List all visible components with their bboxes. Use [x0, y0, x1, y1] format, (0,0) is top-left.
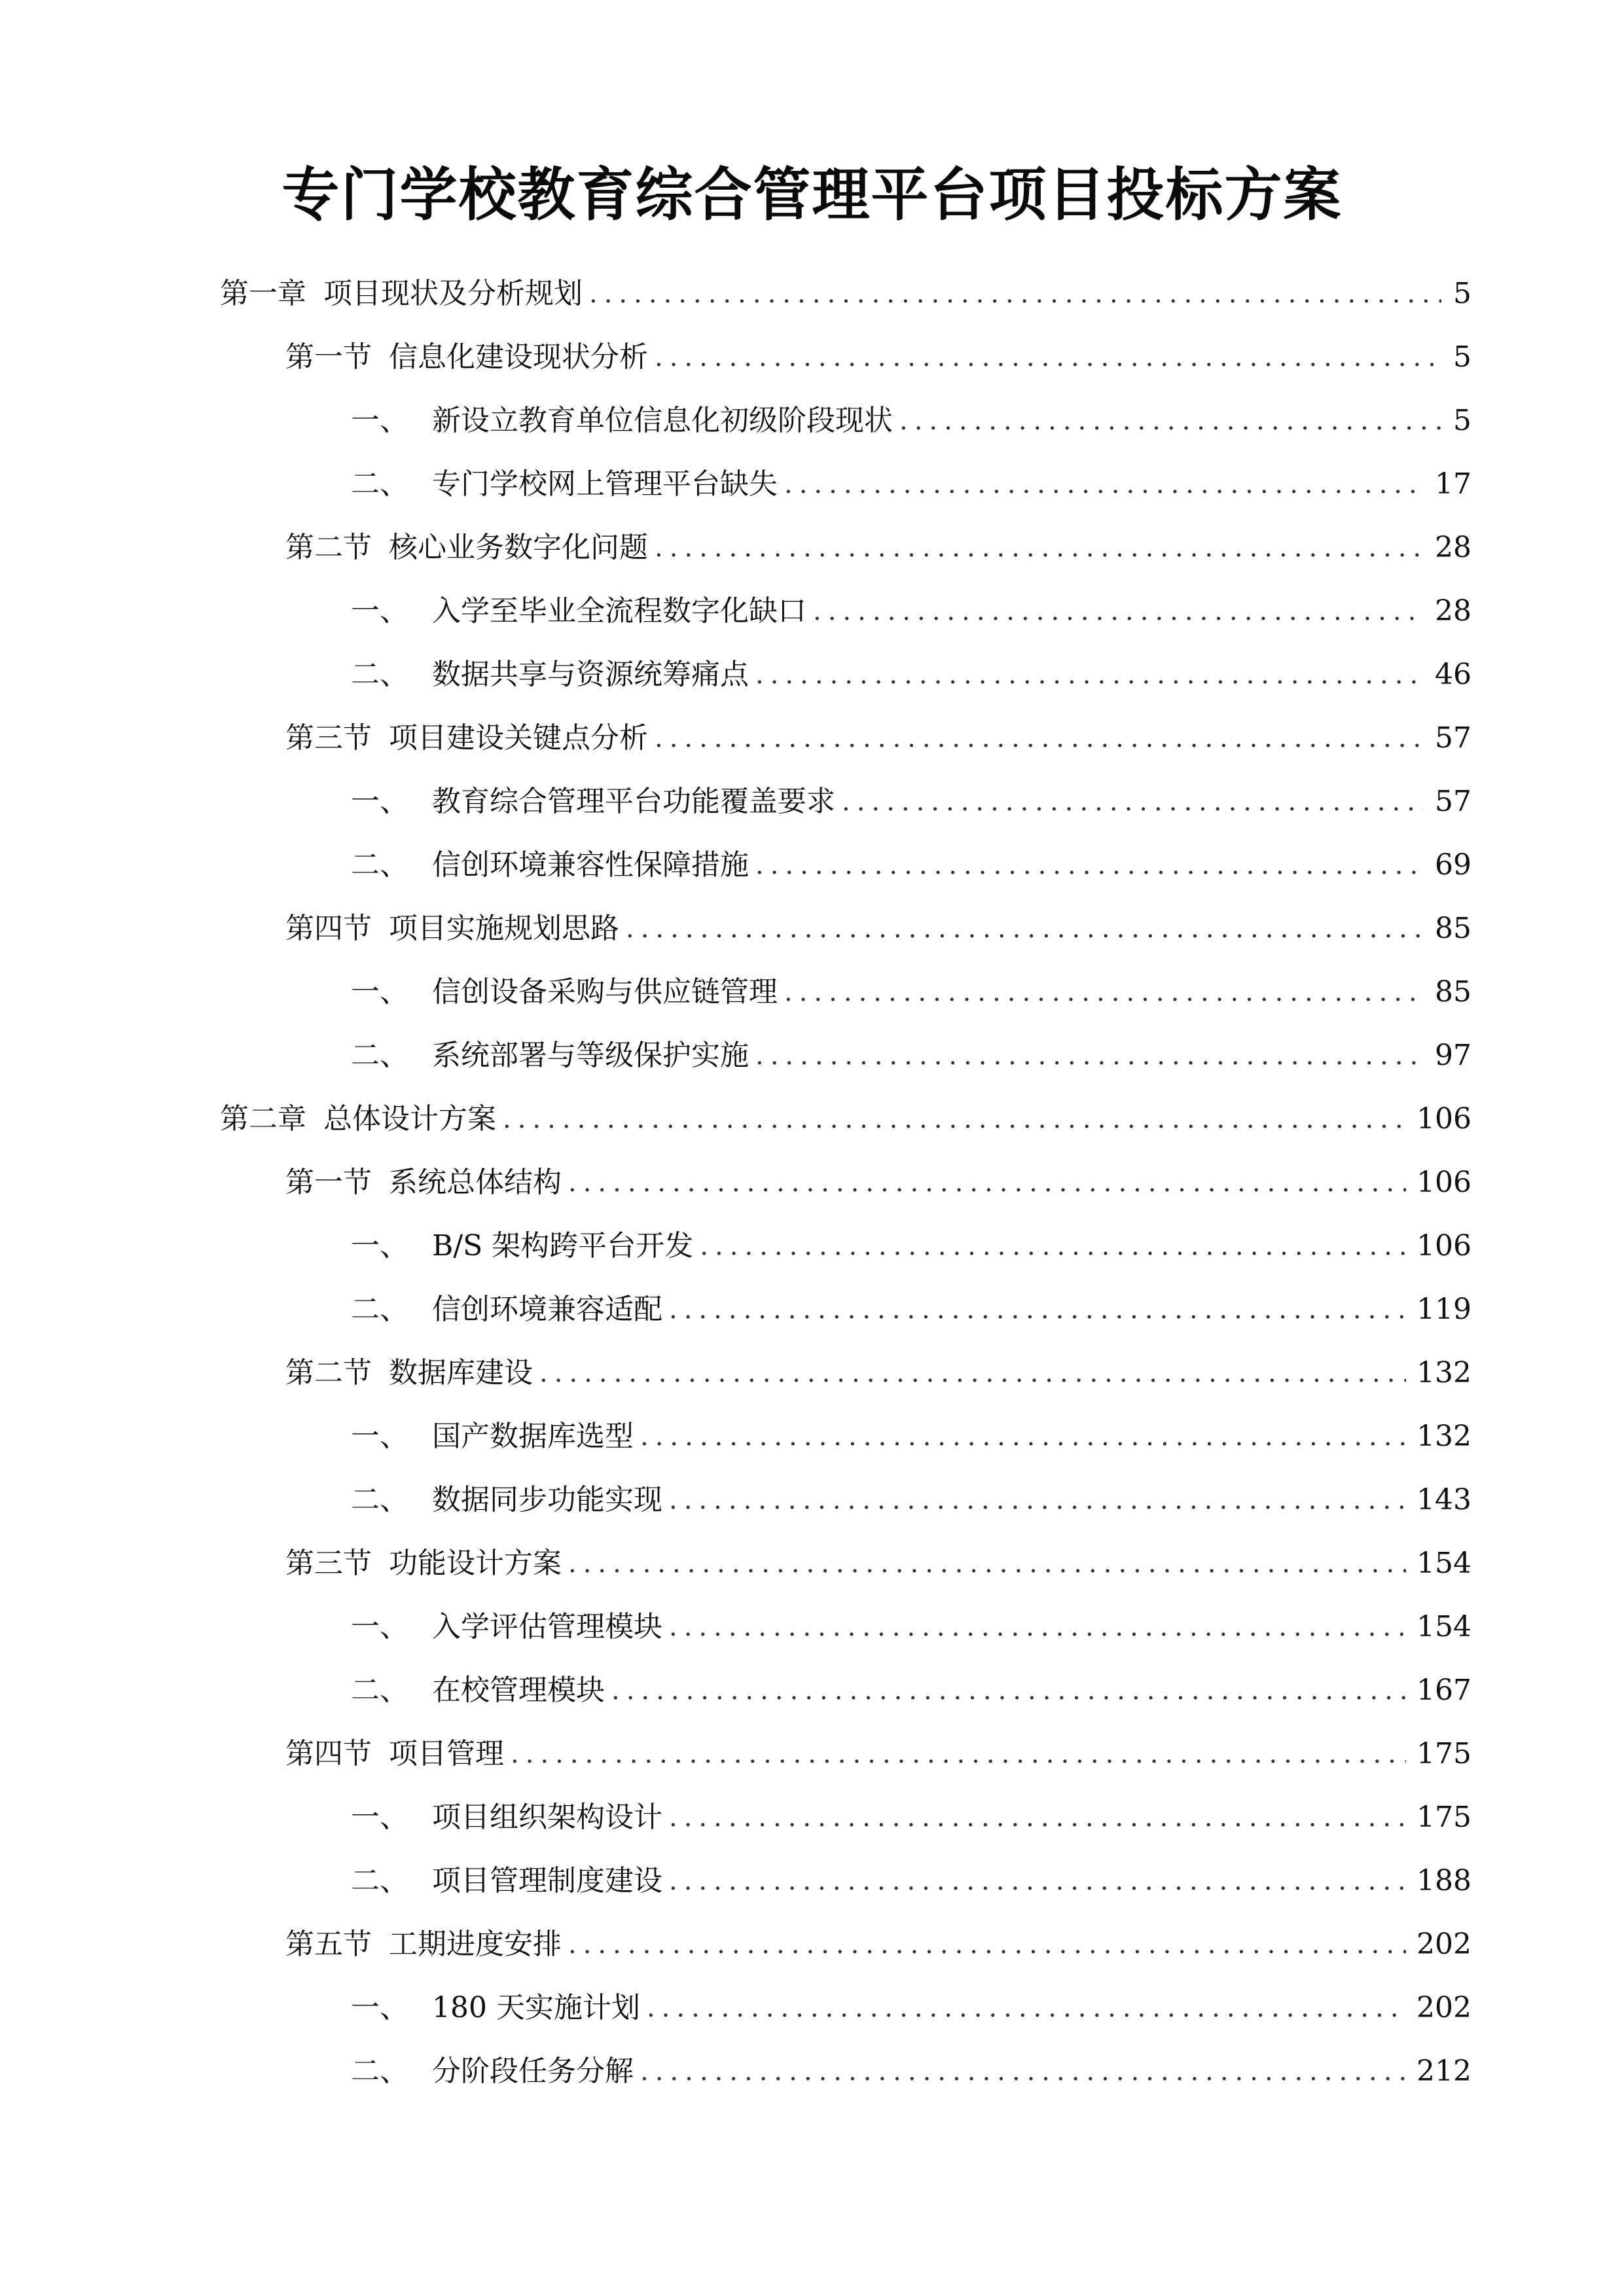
toc-entry-page: 28: [1435, 530, 1471, 564]
toc-entry-page: 5: [1453, 403, 1471, 437]
toc-entry-label: 总体设计方案: [323, 1102, 496, 1136]
toc-dot-leader: [669, 1290, 1406, 1329]
toc-entry-page: 97: [1435, 1038, 1471, 1072]
toc-dot-leader: [899, 401, 1441, 440]
toc-entry-level-3[interactable]: [0, 1785, 1624, 1849]
toc-entry-page: 175: [1416, 1800, 1471, 1834]
toc-entry-page: 154: [1416, 1546, 1471, 1580]
toc-entry-label: B/S 架构跨平台开发: [432, 1229, 694, 1263]
table-of-contents: [0, 262, 1624, 2103]
toc-entry-label: 项目实施规划思路: [389, 911, 619, 945]
toc-entry-number: 一、: [351, 1800, 408, 1834]
toc-entry-level-3[interactable]: [0, 1595, 1624, 1659]
toc-entry-number: 第四节: [285, 911, 372, 945]
toc-entry-page: 5: [1453, 340, 1471, 374]
toc-entry-level-3[interactable]: [0, 1024, 1624, 1087]
toc-entry-page: 57: [1435, 784, 1471, 818]
toc-entry-level-3[interactable]: [0, 579, 1624, 643]
toc-entry-page: 46: [1435, 657, 1471, 691]
toc-entry-label: 信创环境兼容适配: [432, 1292, 662, 1326]
toc-entry-page: 119: [1416, 1292, 1471, 1326]
toc-entry-number: 二、: [351, 657, 408, 691]
toc-dot-leader: [669, 1798, 1406, 1837]
toc-dot-leader: [842, 782, 1424, 821]
toc-entry-number: 一、: [351, 1419, 408, 1453]
toc-entry-label: 专门学校网上管理平台缺失: [432, 467, 778, 501]
toc-dot-leader: [568, 1163, 1406, 1202]
toc-entry-level-2[interactable]: [0, 1532, 1624, 1595]
toc-entry-label: 系统部署与等级保护实施: [432, 1038, 749, 1072]
toc-dot-leader: [511, 1734, 1406, 1774]
toc-entry-number: 二、: [351, 1038, 408, 1072]
toc-entry-level-3[interactable]: [0, 1849, 1624, 1912]
toc-dot-leader: [626, 909, 1424, 948]
toc-entry-label: 信创设备采购与供应链管理: [432, 975, 778, 1009]
toc-entry-label: 项目管理: [389, 1736, 504, 1770]
toc-entry-number: 一、: [351, 784, 408, 818]
toc-dot-leader: [669, 1861, 1406, 1901]
toc-entry-number: 二、: [351, 1673, 408, 1707]
toc-entry-level-3[interactable]: [0, 770, 1624, 833]
toc-dot-leader: [503, 1100, 1406, 1139]
toc-entry-level-3[interactable]: [0, 1976, 1624, 2039]
toc-entry-number: 二、: [351, 848, 408, 882]
toc-entry-page: 167: [1416, 1673, 1471, 1707]
toc-entry-level-2[interactable]: [0, 1341, 1624, 1405]
toc-dot-leader: [755, 846, 1424, 885]
toc-entry-number: 二、: [351, 1292, 408, 1326]
toc-entry-label: 项目组织架构设计: [432, 1800, 662, 1834]
toc-entry-label: 新设立教育单位信息化初级阶段现状: [432, 403, 893, 437]
toc-entry-level-2[interactable]: [0, 325, 1624, 389]
toc-entry-level-3[interactable]: [0, 389, 1624, 452]
toc-entry-label: 系统总体结构: [389, 1165, 562, 1199]
toc-entry-label: 工期进度安排: [389, 1927, 562, 1961]
toc-entry-page: 106: [1416, 1102, 1471, 1136]
toc-entry-label: 180 天实施计划: [432, 1990, 640, 2024]
toc-entry-label: 信创环境兼容性保障措施: [432, 848, 749, 882]
toc-entry-level-3[interactable]: [0, 1214, 1624, 1278]
document-title: 专门学校教育综合管理平台项目投标方案: [281, 161, 1343, 228]
toc-entry-number: 第四节: [285, 1736, 372, 1770]
toc-entry-page: 85: [1435, 911, 1471, 945]
toc-entry-label: 教育综合管理平台功能覆盖要求: [432, 784, 835, 818]
toc-dot-leader: [640, 2052, 1406, 2091]
toc-entry-page: 143: [1416, 1482, 1471, 1516]
toc-entry-page: 202: [1416, 1927, 1471, 1961]
toc-entry-number: 第一节: [285, 1165, 372, 1199]
toc-entry-page: 17: [1435, 467, 1471, 501]
toc-entry-label: 数据同步功能实现: [432, 1482, 662, 1516]
toc-entry-number: 一、: [351, 1229, 408, 1263]
toc-entry-page: 106: [1416, 1229, 1471, 1263]
toc-dot-leader: [669, 1480, 1406, 1520]
toc-entry-page: 106: [1416, 1165, 1471, 1199]
toc-entry-page: 5: [1453, 276, 1471, 310]
toc-entry-page: 202: [1416, 1990, 1471, 2024]
toc-entry-level-2[interactable]: [0, 1722, 1624, 1785]
toc-entry-number: 二、: [351, 1863, 408, 1897]
toc-entry-number: 第二节: [285, 1355, 372, 1390]
toc-entry-page: 188: [1416, 1863, 1471, 1897]
toc-dot-leader: [669, 1607, 1406, 1647]
toc-entry-label: 项目管理制度建设: [432, 1863, 662, 1897]
toc-dot-leader: [539, 1354, 1406, 1393]
toc-entry-number: 一、: [351, 1609, 408, 1643]
toc-entry-page: 28: [1435, 594, 1471, 628]
toc-entry-label: 分阶段任务分解: [432, 2054, 634, 2088]
toc-entry-level-3[interactable]: [0, 1659, 1624, 1722]
toc-entry-level-1[interactable]: [0, 262, 1624, 325]
toc-entry-page: 69: [1435, 848, 1471, 882]
toc-entry-page: 175: [1416, 1736, 1471, 1770]
toc-entry-number: 第二章: [220, 1102, 306, 1136]
toc-entry-label: 功能设计方案: [389, 1546, 562, 1580]
toc-dot-leader: [813, 592, 1424, 631]
toc-entry-number: 一、: [351, 403, 408, 437]
toc-entry-label: 项目建设关键点分析: [389, 721, 648, 755]
toc-entry-number: 一、: [351, 1990, 408, 2024]
toc-entry-level-3[interactable]: [0, 1468, 1624, 1532]
toc-entry-page: 57: [1435, 721, 1471, 755]
toc-entry-level-2[interactable]: [0, 516, 1624, 579]
toc-entry-number: 第一节: [285, 340, 372, 374]
toc-entry-label: 数据共享与资源统筹痛点: [432, 657, 749, 691]
toc-entry-number: 第五节: [285, 1927, 372, 1961]
toc-entry-level-3[interactable]: [0, 833, 1624, 897]
toc-entry-label: 在校管理模块: [432, 1673, 605, 1707]
toc-dot-leader: [611, 1671, 1406, 1710]
toc-entry-page: 85: [1435, 975, 1471, 1009]
toc-dot-leader: [755, 655, 1424, 694]
toc-entry-label: 入学至毕业全流程数字化缺口: [432, 594, 806, 628]
toc-entry-level-3[interactable]: [0, 960, 1624, 1024]
toc-entry-number: 一、: [351, 975, 408, 1009]
toc-entry-level-3[interactable]: [0, 1405, 1624, 1468]
toc-dot-leader: [589, 274, 1441, 314]
toc-entry-number: 第三节: [285, 721, 372, 755]
toc-entry-page: 132: [1416, 1419, 1471, 1453]
toc-dot-leader: [784, 973, 1424, 1012]
toc-entry-label: 数据库建设: [389, 1355, 533, 1390]
toc-entry-level-3[interactable]: [0, 2039, 1624, 2103]
toc-entry-level-2[interactable]: [0, 1151, 1624, 1214]
toc-entry-number: 第一章: [220, 276, 306, 310]
toc-entry-label: 信息化建设现状分析: [389, 340, 648, 374]
toc-dot-leader: [640, 1417, 1406, 1456]
toc-entry-number: 一、: [351, 594, 408, 628]
toc-entry-number: 二、: [351, 1482, 408, 1516]
toc-entry-level-2[interactable]: [0, 1912, 1624, 1976]
toc-dot-leader: [700, 1227, 1406, 1266]
toc-dot-leader: [755, 1036, 1424, 1075]
toc-entry-label: 项目现状及分析规划: [323, 276, 583, 310]
toc-entry-page: 154: [1416, 1609, 1471, 1643]
toc-entry-level-3[interactable]: [0, 452, 1624, 516]
toc-entry-level-1[interactable]: [0, 1087, 1624, 1151]
toc-entry-level-2[interactable]: [0, 706, 1624, 770]
toc-entry-page: 212: [1416, 2054, 1471, 2088]
toc-entry-number: 第二节: [285, 530, 372, 564]
toc-dot-leader: [568, 1925, 1406, 1964]
toc-dot-leader: [655, 528, 1424, 567]
toc-entry-number: 第三节: [285, 1546, 372, 1580]
toc-dot-leader: [568, 1544, 1406, 1583]
toc-entry-label: 入学评估管理模块: [432, 1609, 662, 1643]
toc-entry-page: 132: [1416, 1355, 1471, 1390]
toc-entry-label: 核心业务数字化问题: [389, 530, 648, 564]
toc-entry-number: 二、: [351, 2054, 408, 2088]
toc-dot-leader: [647, 1988, 1406, 2028]
toc-entry-label: 国产数据库选型: [432, 1419, 634, 1453]
toc-dot-leader: [784, 465, 1424, 504]
toc-dot-leader: [655, 719, 1424, 758]
toc-entry-number: 二、: [351, 467, 408, 501]
toc-entry-level-2[interactable]: [0, 897, 1624, 960]
toc-dot-leader: [655, 338, 1441, 377]
toc-entry-level-3[interactable]: [0, 1278, 1624, 1341]
toc-entry-level-3[interactable]: [0, 643, 1624, 706]
